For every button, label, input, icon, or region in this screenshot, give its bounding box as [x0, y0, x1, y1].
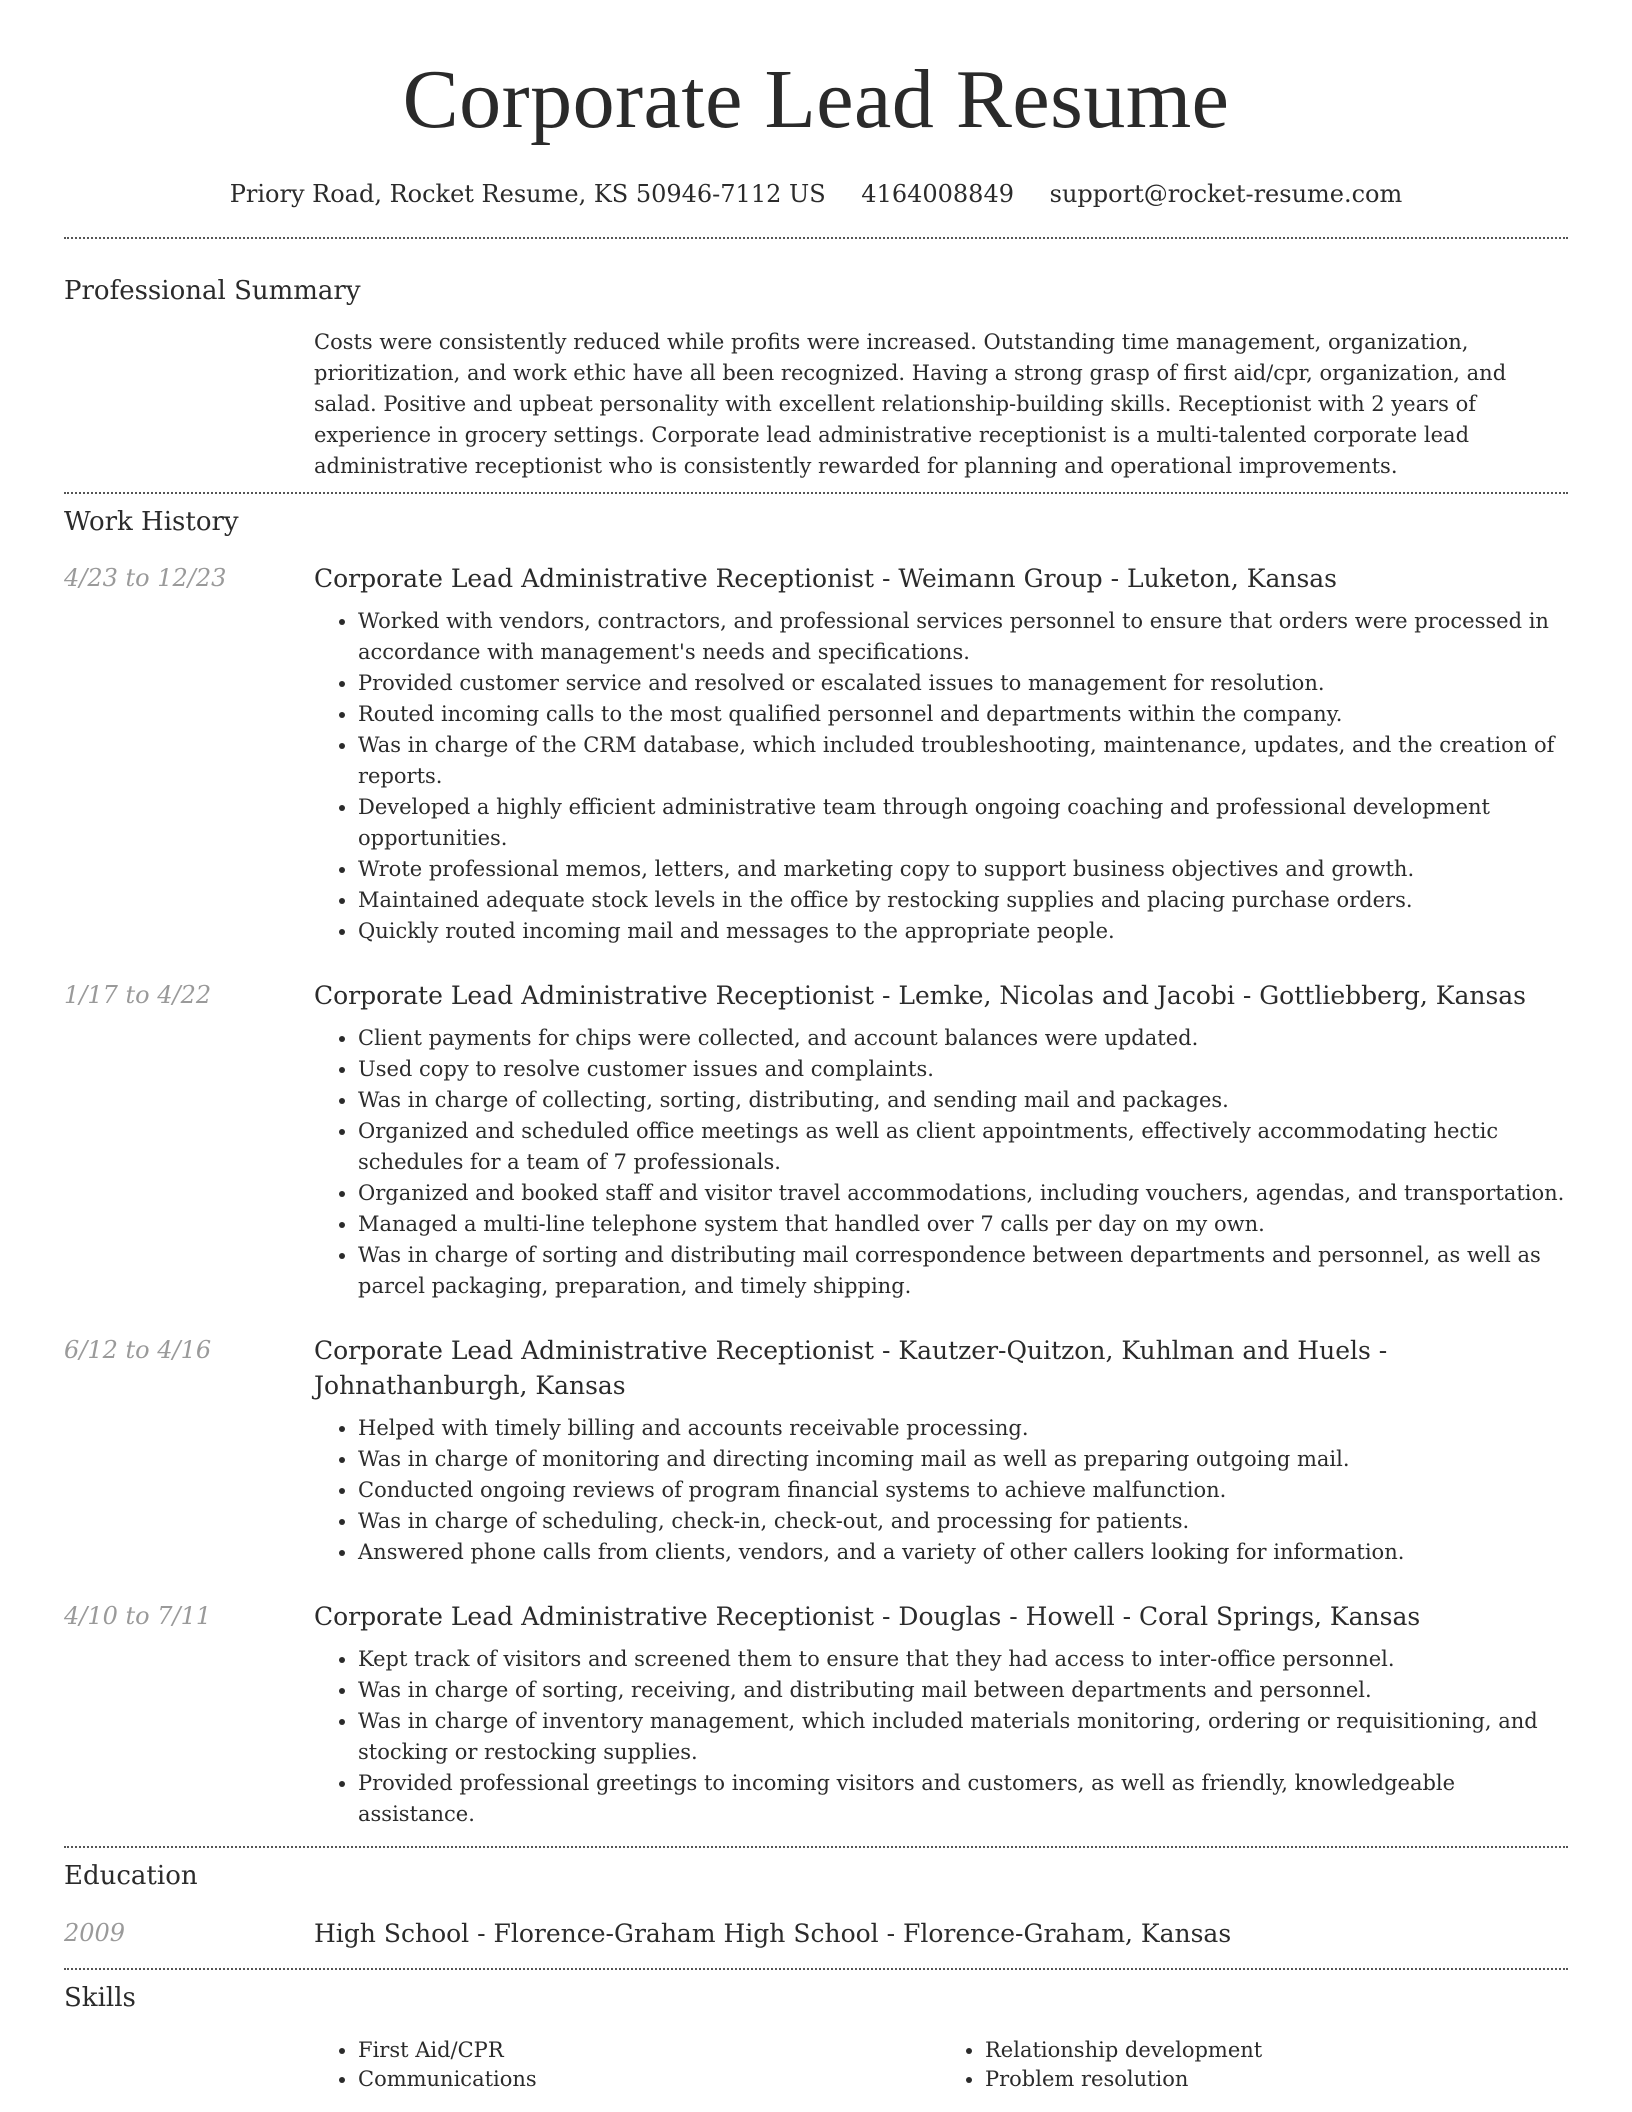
job-bullet: • Organized and scheduled office meetings as well as client appointments, effectively accommodating hectic schedules for a team of 7 professionals. — [358, 1116, 1568, 1178]
job-bullets — [314, 606, 1568, 947]
job-bullet: • Provided professional greetings to incoming visitors and customers, as well as friendly, knowledgeable assistance. — [358, 1768, 1568, 1830]
job-entry — [64, 978, 1568, 1302]
contact-line — [64, 178, 1568, 210]
section-title-work-history: Work History — [64, 507, 239, 537]
job-bullets — [314, 1413, 1568, 1568]
job-content — [314, 1599, 1568, 1830]
job-bullets — [314, 1023, 1568, 1302]
job-content — [314, 561, 1568, 947]
job-bullet: • Used copy to resolve customer issues and complaints. — [358, 1054, 1568, 1085]
job-bullet: • Provided customer service and resolved or escalated issues to management for resolution. — [358, 668, 1568, 699]
job-bullet: • Was in charge of collecting, sorting, distributing, and sending mail and packages. — [358, 1085, 1568, 1116]
skills-columns — [314, 2036, 1568, 2094]
job-bullet: • Wrote professional memos, letters, and marketing copy to support business objectives and growth. — [358, 854, 1568, 885]
address: Priory Road, Rocket Resume, KS 50946-7112 US — [229, 180, 826, 208]
job-bullet: • Was in charge of scheduling, check-in, check-out, and processing for patients. — [358, 1506, 1568, 1537]
job-bullet: • Was in charge of the CRM database, which included troubleshooting, maintenance, updates, and the creation of reports. — [358, 730, 1568, 792]
job-content — [314, 1333, 1568, 1568]
education-date: 2009 — [64, 1919, 126, 1947]
job-bullet: • Organized and booked staff and visitor travel accommodations, including vouchers, agendas, and transportation. — [358, 1178, 1568, 1209]
work-history-section — [64, 505, 1568, 1830]
divider — [64, 1968, 1568, 1970]
job-bullet: • Was in charge of sorting and distributing mail correspondence between departments and personnel, as well as parcel packaging, preparation, and timely shipping. — [358, 1240, 1568, 1302]
job-bullets — [314, 1644, 1568, 1830]
job-title: Corporate Lead Administrative Receptionist - Douglas - Howell - Coral Springs, Kansas — [314, 1602, 1421, 1631]
job-bullet: • Was in charge of sorting, receiving, and distributing mail between departments and personnel. — [358, 1675, 1568, 1706]
job-title: Corporate Lead Administrative Receptionist - Kautzer-Quitzon, Kuhlman and Huels - Johnathanburgh, Kansas — [314, 1336, 1388, 1400]
skill-item: • Communications — [358, 2065, 941, 2094]
job-bullet: • Kept track of visitors and screened them to ensure that they had access to inter-office personnel. — [358, 1644, 1568, 1675]
job-bullet: • Maintained adequate stock levels in the office by restocking supplies and placing purchase orders. — [358, 885, 1568, 916]
job-dates: 4/23 to 12/23 — [64, 564, 227, 592]
summary-section — [64, 274, 1568, 482]
phone: 4164008849 — [861, 180, 1014, 208]
job-bullet: • Routed incoming calls to the most qualified personnel and departments within the company. — [358, 699, 1568, 730]
job-bullet: • Helped with timely billing and accounts receivable processing. — [358, 1413, 1568, 1444]
job-dates: 1/17 to 4/22 — [64, 981, 212, 1009]
email: support@rocket-resume.com — [1049, 180, 1403, 208]
job-bullet: • Developed a highly efficient administrative team through ongoing coaching and professional development opportunities. — [358, 792, 1568, 854]
skill-item: • Problem resolution — [985, 2065, 1568, 2094]
job-bullet: • Was in charge of monitoring and directing incoming mail as well as preparing outgoing mail. — [358, 1444, 1568, 1475]
skills-section — [64, 1981, 1568, 2094]
section-title-skills: Skills — [64, 1983, 136, 2013]
job-bullet: • Was in charge of inventory management, which included materials monitoring, ordering or requisitioning, and stocking or restocking supplies. — [358, 1706, 1568, 1768]
education-entry: High School - Florence-Graham High School - Florence-Graham, Kansas — [314, 1919, 1232, 1948]
job-bullet: • Worked with vendors, contractors, and professional services personnel to ensure that orders were processed in accordance with management's needs and specifications. — [358, 606, 1568, 668]
divider — [64, 1846, 1568, 1848]
job-bullet: • Answered phone calls from clients, vendors, and a variety of other callers looking for information. — [358, 1537, 1568, 1568]
section-title-education: Education — [64, 1861, 198, 1891]
job-bullet: • Quickly routed incoming mail and messages to the appropriate people. — [358, 916, 1568, 947]
job-dates: 6/12 to 4/16 — [64, 1336, 212, 1364]
summary-text: Costs were consistently reduced while profits were increased. Outstanding time management, organization, prioritization, and work ethic have all been recognized. Having a strong grasp of first aid/cpr, organization, and salad. Positive and upbeat personality with excellent relationship-building skills. Receptionist with 2 years of experience in grocery settings. Corporate lead administrative receptionist is a multi-talented corporate lead administrative receptionist who is consistently rewarded for planning and operational improvements. — [314, 330, 1507, 478]
job-bullet: • Client payments for chips were collected, and account balances were updated. — [358, 1023, 1568, 1054]
skill-item: • Relationship development — [985, 2036, 1568, 2065]
skills-list-left — [314, 2036, 941, 2094]
resume-page — [64, 0, 1568, 2094]
job-entry — [64, 1599, 1568, 1830]
skills-list-right — [941, 2036, 1568, 2094]
job-bullet: • Conducted ongoing reviews of program financial systems to achieve malfunction. — [358, 1475, 1568, 1506]
education-section — [64, 1859, 1568, 1951]
skill-item: • First Aid/CPR — [358, 2036, 941, 2065]
job-bullet: • Managed a multi-line telephone system that handled over 7 calls per day on my own. — [358, 1209, 1568, 1240]
job-list — [64, 561, 1568, 1830]
section-title-summary: Professional Summary — [64, 276, 361, 306]
job-title: Corporate Lead Administrative Receptionist - Weimann Group - Luketon, Kansas — [314, 564, 1338, 593]
divider — [64, 492, 1568, 494]
job-title: Corporate Lead Administrative Receptionist - Lemke, Nicolas and Jacobi - Gottliebberg, Kansas — [314, 981, 1527, 1010]
job-entry — [64, 1333, 1568, 1568]
page-title: Corporate Lead Resume — [402, 53, 1230, 146]
divider — [64, 237, 1568, 239]
job-content — [314, 978, 1568, 1302]
job-entry — [64, 561, 1568, 947]
job-dates: 4/10 to 7/11 — [64, 1602, 212, 1630]
